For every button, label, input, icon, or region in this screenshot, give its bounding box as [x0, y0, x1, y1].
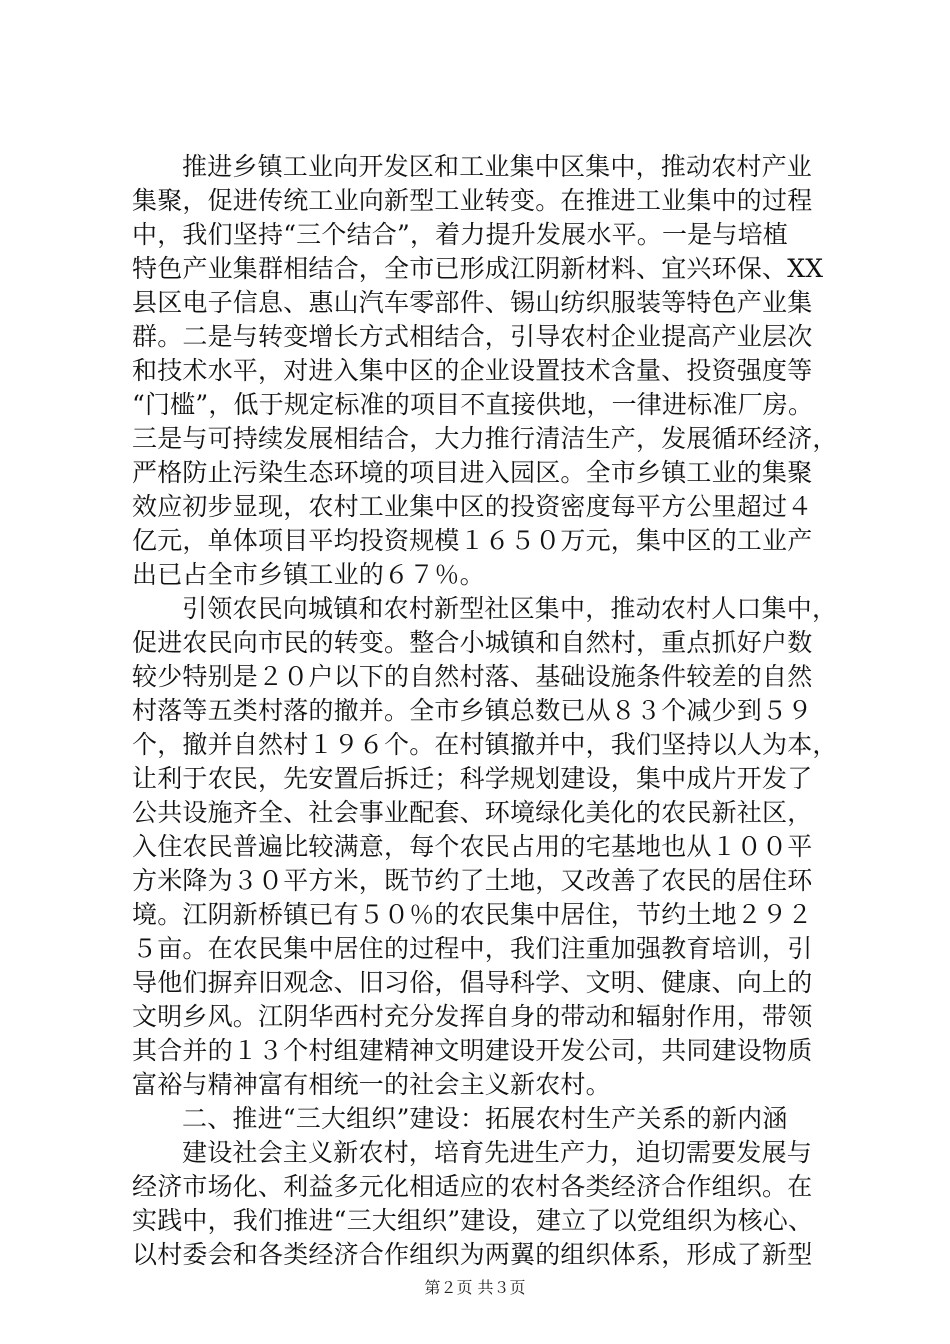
page-footer: 第２页 共３页 — [424, 1278, 526, 1297]
text-line: 亿元，单体项目平均投资规模１６５０万元，集中区的工业产 — [132, 526, 813, 555]
text-line: 富裕与精神富有相统一的社会主义新农村。 — [132, 1070, 611, 1099]
text-line: “门槛”，低于规定标准的项目不直接供地，一律进标准厂房。 — [132, 390, 814, 419]
text-line: 集聚，促进传统工业向新型工业转变。在推进工业集中的过程 — [132, 186, 813, 215]
text-line: 特色产业集群相结合，全市已形成江阴新材料、宜兴环保、XX — [132, 254, 824, 283]
text-line: 个，撤并自然村１９６个。在村镇撤并中，我们坚持以人为本， — [132, 730, 838, 759]
text-line: 三是与可持续发展相结合，大力推行清洁生产，发展循环经济， — [132, 424, 838, 453]
text-line: 二、推进“三大组织”建设：拓展农村生产关系的新内涵 — [182, 1104, 788, 1133]
text-line: 严格防止污染生态环境的项目进入园区。全市乡镇工业的集聚 — [132, 458, 813, 487]
text-line: 实践中，我们推进“三大组织”建设，建立了以党组织为核心、 — [132, 1206, 814, 1235]
text-line: 引领农民向城镇和农村新型社区集中，推动农村人口集中， — [182, 594, 838, 623]
text-line: 群。二是与转变增长方式相结合，引导农村企业提高产业层次 — [132, 322, 813, 351]
text-line: 方米降为３０平方米，既节约了土地，又改善了农民的居住环 — [132, 866, 813, 895]
text-line: 和技术水平，对进入集中区的企业设置技术含量、投资强度等 — [132, 356, 813, 385]
text-line: 文明乡风。江阴华西村充分发挥自身的带动和辐射作用，带领 — [132, 1002, 813, 1031]
text-line: 导他们摒弃旧观念、旧习俗，倡导科学、文明、健康、向上的 — [132, 968, 813, 997]
text-line: 效应初步显现，农村工业集中区的投资密度每平方公里超过４ — [132, 492, 813, 521]
text-line: 公共设施齐全、社会事业配套、环境绿化美化的农民新社区， — [132, 798, 813, 827]
text-line: 出已占全市乡镇工业的６７％。 — [132, 560, 485, 589]
text-line: 其合并的１３个村组建精神文明建设开发公司，共同建设物质 — [132, 1036, 813, 1065]
text-line: 以村委会和各类经济合作组织为两翼的组织体系，形成了新型 — [132, 1240, 813, 1269]
text-line: 建设社会主义新农村，培育先进生产力，迫切需要发展与 — [182, 1138, 813, 1167]
text-line: 促进农民向市民的转变。整合小城镇和自然村，重点抓好户数 — [132, 628, 813, 657]
text-line: 较少特别是２０户以下的自然村落、基础设施条件较差的自然 — [132, 662, 813, 691]
text-line: 入住农民普遍比较满意，每个农民占用的宅基地也从１００平 — [132, 832, 813, 861]
text-line: 推进乡镇工业向开发区和工业集中区集中，推动农村产业 — [182, 152, 813, 181]
text-line: ５亩。在农民集中居住的过程中，我们注重加强教育培训，引 — [132, 934, 813, 963]
text-line: 经济市场化、利益多元化相适应的农村各类经济合作组织。在 — [132, 1172, 813, 1201]
text-line: 境。江阴新桥镇已有５０％的农民集中居住，节约土地２９２ — [132, 900, 813, 929]
text-line: 让利于农民，先安置后拆迁；科学规划建设，集中成片开发了 — [132, 764, 813, 793]
text-line: 村落等五类村落的撤并。全市乡镇总数已从８３个减少到５９ — [132, 696, 813, 725]
text-line: 中，我们坚持“三个结合”，着力提升发展水平。一是与培植 — [132, 220, 788, 249]
text-line: 县区电子信息、惠山汽车零部件、锡山纺织服装等特色产业集 — [132, 288, 813, 317]
